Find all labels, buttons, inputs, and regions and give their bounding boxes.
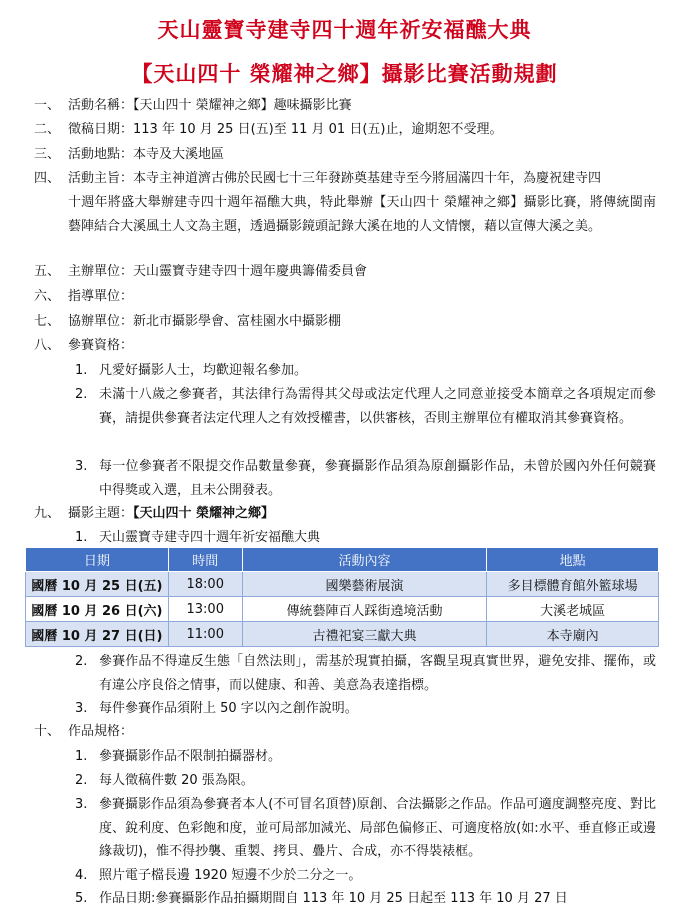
header-time: 時間 (168, 548, 242, 572)
schedule-table (25, 547, 659, 647)
table-row: 國曆 10 月 25 日(五) 18:00 國樂藝術展演 多目標體育館外籃球場 (26, 572, 659, 597)
section-purpose-continuation: 十週年將盛大舉辦建寺四十週年福醮大典，特此舉辦【天山四十 榮耀神之鄉】攝影比賽，將傳統閩南藝陣結合大溪風土人文為主題，透過攝影鏡頭記錄大溪在地的人文情懷，藉以宣傳大溪之美。 (68, 195, 656, 234)
table-header-row (26, 548, 659, 572)
header-place: 地點 (487, 548, 659, 572)
table-row: 國曆 10 月 26 日(六) 13:00 傳統藝陣百人踩街遶境活動 大溪老城區 (26, 597, 659, 622)
document-title: 天山靈寶寺建寺四十週年祈安福醮大典 (157, 17, 532, 42)
table-row: 國曆 10 月 27 日(日) 11:00 古禮祀宴三獻大典 本寺廟內 (26, 622, 659, 647)
header-date: 日期 (26, 548, 169, 572)
document-subtitle: 【天山四十 榮耀神之鄉】攝影比賽活動規劃 (131, 61, 558, 86)
header-activity: 活動內容 (242, 548, 487, 572)
